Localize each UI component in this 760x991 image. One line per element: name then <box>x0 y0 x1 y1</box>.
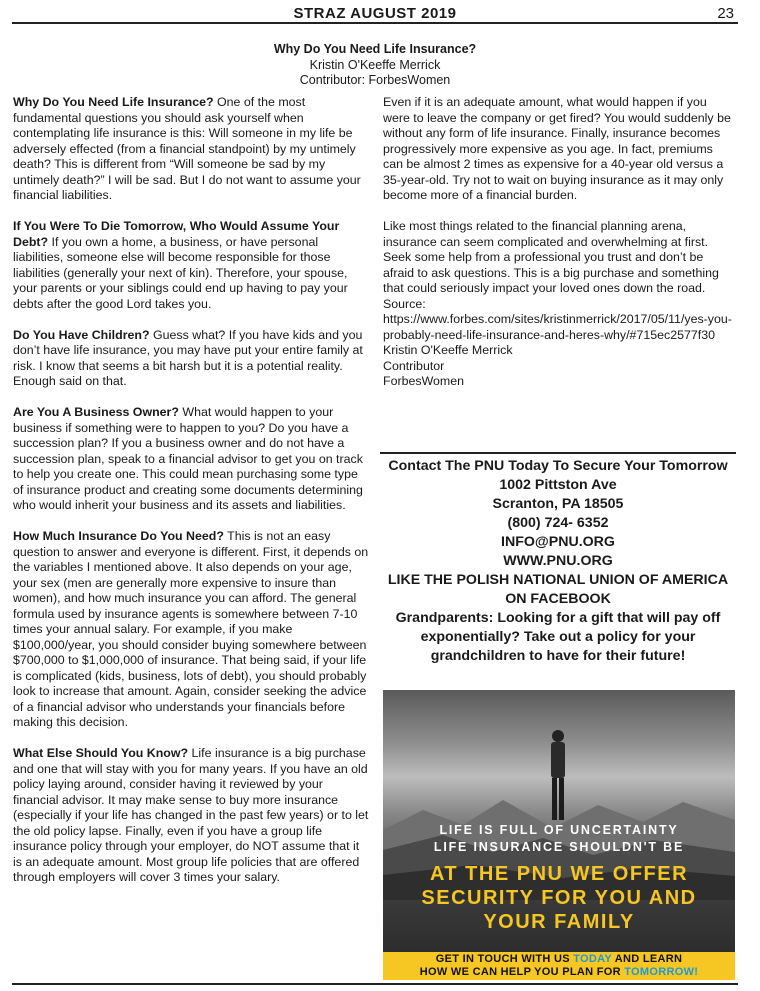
article-author: Kristin O'Keeffe Merrick <box>309 57 441 72</box>
ad-headline-line: YOUR FAMILY <box>483 911 635 933</box>
source-author: Kristin O'Keeffe Merrick <box>383 343 513 357</box>
advertisement-image <box>383 690 735 980</box>
standing-person-figure <box>543 728 573 828</box>
footer-divider <box>12 983 738 985</box>
section-body: Guess what? If you have kids and you don’t have life insurance, you may have put your entire family at risk. I know that seems a bit harsh but it is a potential reality. Enough said on that. <box>13 327 363 388</box>
banner-highlight: TODAY <box>573 953 612 965</box>
ad-subtitle-line: LIFE IS FULL OF UNCERTAINTY <box>439 823 679 837</box>
section-heading: If You Were To Die Tomorrow, Who Would Assume Your Debt? <box>13 219 340 249</box>
section-paragraph <box>13 95 370 204</box>
banner-text: AND LEARN <box>611 953 683 965</box>
section-paragraph <box>13 328 370 390</box>
banner-line <box>383 953 735 966</box>
banner-text: GET IN TOUCH WITH US <box>435 953 574 965</box>
contact-phone[interactable]: (800) 724- 6352 <box>507 515 609 531</box>
section-heading: What Else Should You Know? <box>13 746 189 760</box>
page-header <box>12 4 738 24</box>
source-label: Source: <box>383 296 426 311</box>
contact-email[interactable]: INFO@PNU.ORG <box>501 534 615 550</box>
continuation-paragraph: Even if it is an adequate amount, what would happen if you were to leave the company or get fired? You would suddenly be without any form of life insurance. Finally, insurance becomes progressively more expensive as you age. In fact, premiums can be almost 2 times as expensive for a 40-year old versus a 35-year-old. Try not to wait on buying insurance as it may only become more of a financial burden. <box>383 95 731 202</box>
section-body: This is not an easy question to answer and everyone is different. First, it depends on the variables I mentioned above. It also depends on your age, your sex (men are generally more expensive to insure than women), and how much insurance you can afford. The general formula used by insurance agents is somewhere between 7-10 times your annual salary. For example, if you make $100,000/year, you should consider buying somewhere between $700,000 to $1,000,000 of insurance. That being said, if your life is complicated (kids, business, lots of debt), you should probably look to increase that amount. Again, consider seeking the advice of a financial advisor who understands your financials before making this decision. <box>13 529 369 729</box>
banner-highlight: TOMORROW! <box>624 966 699 978</box>
ad-call-to-action-banner <box>383 952 735 980</box>
ad-subtitle <box>383 822 735 856</box>
article-byline: Contributor: ForbesWomen <box>299 73 451 87</box>
facebook-callout: LIKE THE POLISH NATIONAL UNION OF AMERICA ON FACEBOOK <box>387 572 729 607</box>
banner-text: HOW WE CAN HELP YOU PLAN FOR <box>419 966 625 978</box>
section-body: What would happen to your business if something were to happen to you? Do you have a succession plan? If you a business owner and do not have a succession plan, speak to a financial advisor to get you on track to help you create one. This could mean purchasing some type of insurance product and creating some documents determining who would inherit your business and its assets and liabilities. <box>13 405 363 512</box>
page-number: 23 <box>717 5 734 22</box>
grandparents-callout: Grandparents: Looking for a gift that will pay off exponentially? Take out a policy for your grandchildren to have for their future! <box>395 610 721 664</box>
source-link[interactable]: https://www.forbes.com/sites/kristinmerrick/2017/05/11/yes-you-probably-need-life-insurance-and-heres-why/#715ec2577f30 <box>383 312 732 342</box>
ad-headline-line: SECURITY FOR YOU AND <box>421 887 697 909</box>
contact-website[interactable]: WWW.PNU.ORG <box>503 553 613 569</box>
contact-headline: Contact The PNU Today To Secure Your Tomorrow <box>388 458 728 474</box>
section-paragraph <box>13 405 370 514</box>
source-publication: ForbesWomen <box>383 374 465 388</box>
section-body: One of the most fundamental questions you should ask yourself when contemplating life insurance is this: Will someone in my life be adversely effected (from a financial standpoint) by my untimely death? This is different from “Will someone be sad by my untimely death?” I will be sad. But I do not want to assume your financial liabilities. <box>13 95 361 202</box>
contact-address-street: 1002 Pittston Ave <box>499 477 617 493</box>
closing-paragraph: Like most things related to the financial planning arena, insurance can seem complicated and overwhelming at first. Seek some help from a professional you trust and don’t be afraid to ask questions. This is a big purchase and something that could seriously impact your loved ones down the road. <box>383 219 719 295</box>
section-heading: Why Do You Need Life Insurance? <box>13 95 214 109</box>
right-column <box>383 95 735 390</box>
ad-headline-line: AT THE PNU WE OFFER <box>429 863 689 885</box>
left-column <box>13 95 370 886</box>
ad-headline <box>383 862 735 934</box>
section-heading: Are You A Business Owner? <box>13 405 179 419</box>
article-header <box>12 42 738 89</box>
section-heading: Do You Have Children? <box>13 327 150 342</box>
section-paragraph <box>13 529 370 731</box>
contact-box <box>380 452 736 666</box>
contact-address-city: Scranton, PA 18505 <box>492 496 624 512</box>
section-paragraph <box>13 219 370 312</box>
section-body: If you own a home, a business, or have personal liabilities, someone else will become responsible for those liabilities (generally your next of kin). Therefore, your spouse, your parents or your siblings could end up having to pay your debts after the good Lord takes you. <box>13 234 348 311</box>
article-title: Why Do You Need Life Insurance? <box>273 42 477 56</box>
section-paragraph <box>13 746 370 886</box>
ad-subtitle-line: LIFE INSURANCE SHOULDN'T BE <box>433 840 685 854</box>
publication-title: STRAZ AUGUST 2019 <box>293 5 457 22</box>
source-role: Contributor <box>383 358 445 373</box>
section-heading: How Much Insurance Do You Need? <box>13 529 224 543</box>
banner-line <box>383 966 735 979</box>
section-body: Life insurance is a big purchase and one that will stay with you for many years. If you have an old policy laying around, consider having it reviewed by your financial advisor. It may make sense to buy more insurance (especially if your life has changed in the past few years) or to let the old policy lapse. Finally, even if you have a group life insurance policy through your employer, do NOT assume that it is an adequate amount. Most group life policies that are offered through employers will cover 3 times your salary. <box>13 746 369 884</box>
